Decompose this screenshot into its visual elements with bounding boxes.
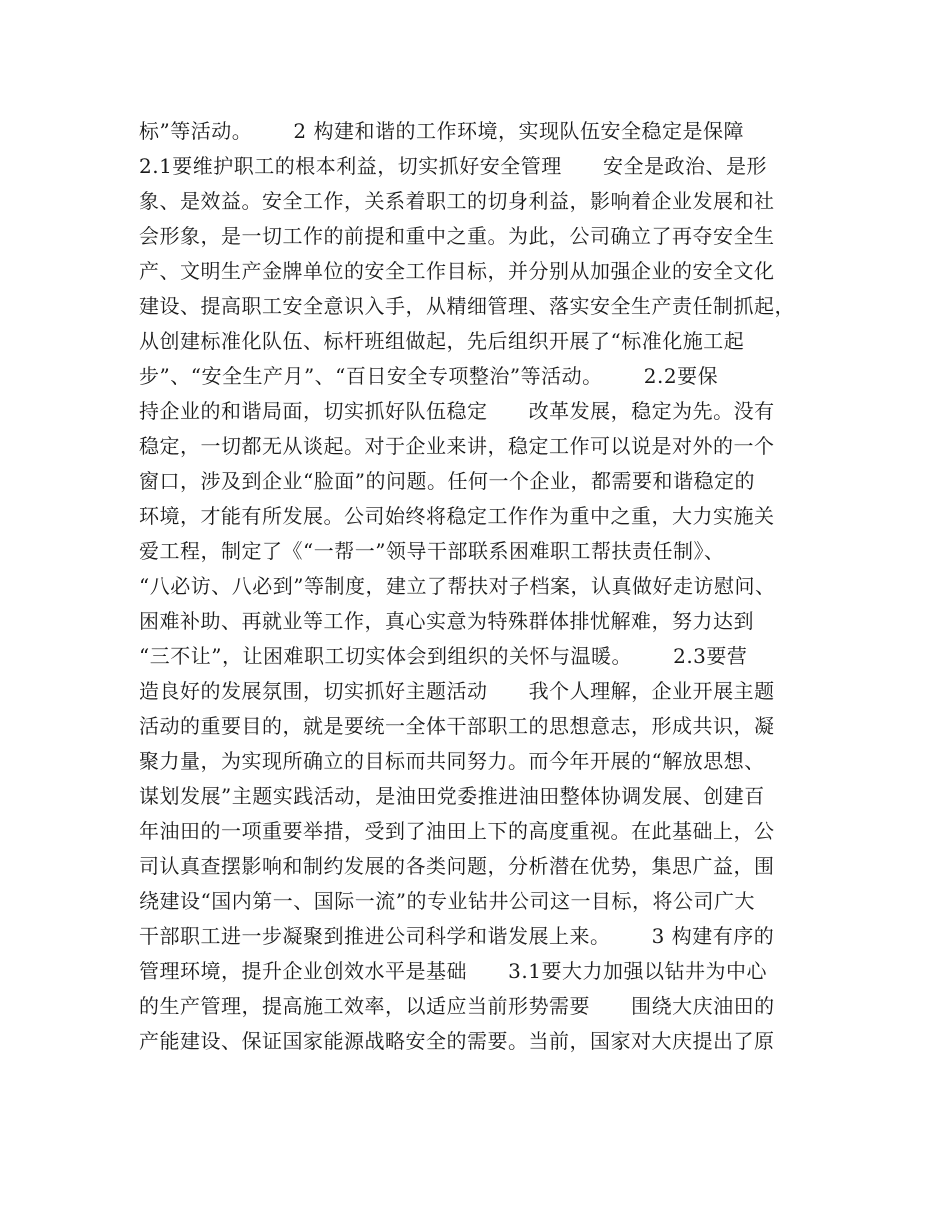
body-text bbox=[139, 114, 829, 1059]
text-line: 爱工程，制定了《“一帮一”领导干部联系困难职工帮扶责任制》、 bbox=[139, 539, 725, 563]
text-line: 产、文明生产金牌单位的安全工作目标，并分别从加强企业的安全文化 bbox=[139, 259, 775, 283]
text-line: 谋划发展”主题实践活动，是油田党委推进油田整体协调发展、创建百 bbox=[139, 784, 765, 808]
text-line: “三不让”，让困难职工切实体会到组织的关怀与温暖。 2.3要营 bbox=[139, 644, 748, 668]
text-line: 困难补助、再就业等工作，真心实意为特殊群体排忧解难，努力达到 bbox=[139, 609, 754, 633]
text-line: 窗口，涉及到企业“脸面”的问题。任何一个企业，都需要和谐稳定的 bbox=[139, 469, 755, 493]
text-line: 环境，才能有所发展。公司始终将稳定工作作为重中之重，大力实施关 bbox=[139, 504, 775, 528]
text-line: 建设、提高职工安全意识入手，从精细管理、落实安全生产责任制抓起， bbox=[139, 294, 795, 318]
text-line: 象、是效益。安全工作，关系着职工的切身利益，影响着企业发展和社 bbox=[139, 189, 775, 213]
text-line: 年油田的一项重要举措，受到了油田上下的高度重视。在此基础上，公 bbox=[139, 819, 775, 843]
text-line: 稳定，一切都无从谈起。对于企业来讲，稳定工作可以说是对外的一个 bbox=[139, 434, 775, 458]
text-line: 步”、“安全生产月”、“百日安全专项整治”等活动。 2.2要保 bbox=[139, 364, 719, 388]
text-line: 从创建标准化队伍、标杆班组做起，先后组织开展了“标准化施工起 bbox=[139, 329, 745, 353]
text-line: 标”等活动。 2 构建和谐的工作环境，实现队伍安全稳定是保障 bbox=[139, 119, 744, 143]
text-line: 造良好的发展氛围，切实抓好主题活动 我个人理解，企业开展主题 bbox=[139, 679, 775, 703]
text-line: 会形象，是一切工作的前提和重中之重。为此，公司确立了再夺安全生 bbox=[139, 224, 775, 248]
text-line: 持企业的和谐局面，切实抓好队伍稳定 改革发展，稳定为先。没有 bbox=[139, 399, 775, 423]
text-line: 管理环境，提升企业创效水平是基础 3.1要大力加强以钻井为中心 bbox=[139, 959, 767, 983]
text-line: 活动的重要目的，就是要统一全体干部职工的思想意志，形成共识，凝 bbox=[139, 714, 775, 738]
text-line: 聚力量，为实现所确立的目标而共同努力。而今年开展的“解放思想、 bbox=[139, 749, 765, 773]
text-line: 2.1要维护职工的根本利益，切实抓好安全管理 安全是政治、是形 bbox=[139, 154, 767, 178]
text-line: 的生产管理，提高施工效率，以适应当前形势需要 围绕大庆油田的 bbox=[139, 994, 775, 1018]
text-line: 绕建设“国内第一、国际一流”的专业钻井公司这一目标，将公司广大 bbox=[139, 889, 755, 913]
text-line: 干部职工进一步凝聚到推进公司科学和谐发展上来。 3 构建有序的 bbox=[139, 924, 775, 948]
text-line: “八必访、八必到”等制度，建立了帮扶对子档案，认真做好走访慰问、 bbox=[139, 574, 776, 598]
text-line: 产能建设、保证国家能源战略安全的需要。当前，国家对大庆提出了原 bbox=[139, 1029, 775, 1053]
text-line: 司认真查摆影响和制约发展的各类问题，分析潜在优势，集思广益，围 bbox=[139, 854, 775, 878]
